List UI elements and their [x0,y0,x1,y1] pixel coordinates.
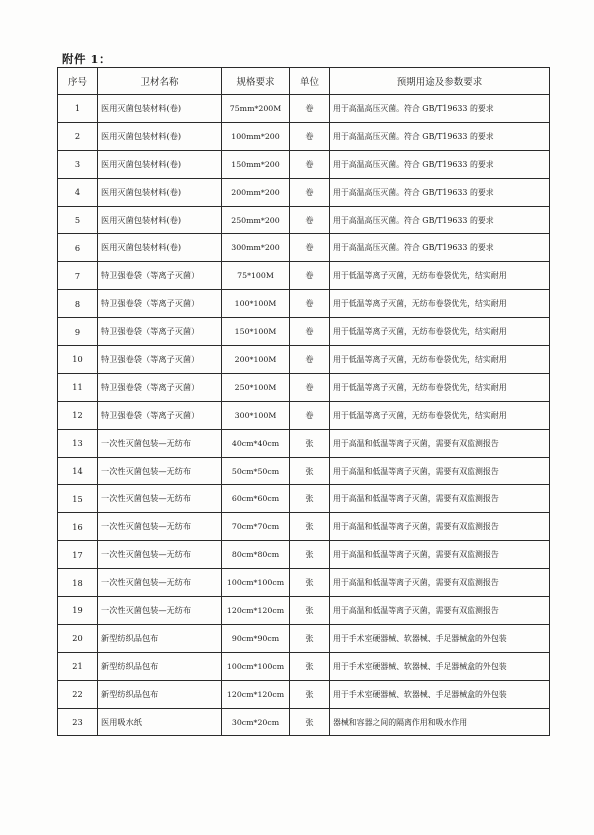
table-row [58,680,550,708]
table-row [58,624,550,652]
cell-name: 特卫强卷袋（等离子灭菌） [98,346,222,374]
cell-spec: 120cm*120cm [222,597,290,625]
cell-no: 16 [58,513,98,541]
cell-spec: 40cm*40cm [222,429,290,457]
cell-spec: 120cm*120cm [222,680,290,708]
cell-no: 1 [58,95,98,123]
cell-no: 21 [58,652,98,680]
cell-no: 18 [58,569,98,597]
cell-purpose: 用于高温和低温等离子灭菌，需要有双监测报告 [330,597,550,625]
cell-no: 13 [58,429,98,457]
cell-purpose: 用于低温等离子灭菌，无纺布卷袋优先，结实耐用 [330,373,550,401]
cell-purpose: 用于高温和低温等离子灭菌，需要有双监测报告 [330,569,550,597]
cell-name: 特卫强卷袋（等离子灭菌） [98,401,222,429]
cell-spec: 150*100M [222,318,290,346]
cell-no: 19 [58,597,98,625]
cell-spec: 200mm*200 [222,178,290,206]
cell-purpose: 用于高温和低温等离子灭菌，需要有双监测报告 [330,541,550,569]
table-row [58,429,550,457]
cell-unit: 张 [290,457,330,485]
cell-no: 22 [58,680,98,708]
cell-name: 医用灭菌包装材料(卷) [98,206,222,234]
cell-spec: 80cm*80cm [222,541,290,569]
cell-name: 特卫强卷袋（等离子灭菌） [98,290,222,318]
table-row [58,150,550,178]
cell-name: 特卫强卷袋（等离子灭菌） [98,318,222,346]
cell-spec: 50cm*50cm [222,457,290,485]
header-spec: 规格要求 [222,68,290,95]
cell-unit: 张 [290,513,330,541]
cell-unit: 卷 [290,318,330,346]
cell-purpose: 用于低温等离子灭菌，无纺布卷袋优先，结实耐用 [330,346,550,374]
cell-no: 8 [58,290,98,318]
header-purpose: 预期用途及参数要求 [330,68,550,95]
cell-name: 一次性灭菌包装—无纺布 [98,485,222,513]
table-header-row [58,68,550,95]
table-row [58,262,550,290]
table-row [58,234,550,262]
cell-spec: 150mm*200 [222,150,290,178]
cell-unit: 卷 [290,290,330,318]
cell-name: 特卫强卷袋（等离子灭菌） [98,262,222,290]
cell-no: 15 [58,485,98,513]
table-row [58,122,550,150]
cell-purpose: 用于手术室硬器械、软器械、手足器械盒的外包装 [330,624,550,652]
cell-purpose: 用于手术室硬器械、软器械、手足器械盒的外包装 [330,652,550,680]
cell-spec: 75*100M [222,262,290,290]
cell-purpose: 用于高温高压灭菌。符合 GB/T19633 的要求 [330,234,550,262]
cell-unit: 卷 [290,401,330,429]
cell-unit: 卷 [290,373,330,401]
table-row [58,652,550,680]
table-row [58,373,550,401]
cell-spec: 100cm*100cm [222,569,290,597]
cell-purpose: 用于低温等离子灭菌，无纺布卷袋优先，结实耐用 [330,290,550,318]
table-row [58,597,550,625]
cell-name: 医用灭菌包装材料(卷) [98,150,222,178]
cell-purpose: 用于高温高压灭菌。符合 GB/T19633 的要求 [330,122,550,150]
cell-name: 医用灭菌包装材料(卷) [98,95,222,123]
table-row [58,569,550,597]
cell-unit: 张 [290,708,330,736]
cell-unit: 卷 [290,262,330,290]
cell-unit: 张 [290,485,330,513]
cell-name: 新型纺织品包布 [98,624,222,652]
cell-unit: 张 [290,429,330,457]
cell-purpose: 用于高温高压灭菌。符合 GB/T19633 的要求 [330,150,550,178]
cell-unit: 卷 [290,122,330,150]
cell-unit: 卷 [290,346,330,374]
cell-purpose: 用于手术室硬器械、软器械、手足器械盒的外包装 [330,680,550,708]
cell-spec: 100cm*100cm [222,652,290,680]
cell-spec: 30cm*20cm [222,708,290,736]
cell-spec: 100*100M [222,290,290,318]
table-row [58,457,550,485]
cell-no: 2 [58,122,98,150]
cell-spec: 250mm*200 [222,206,290,234]
table-row [58,513,550,541]
cell-no: 3 [58,150,98,178]
table-row [58,290,550,318]
header-unit: 单位 [290,68,330,95]
cell-purpose: 用于高温和低温等离子灭菌，需要有双监测报告 [330,485,550,513]
header-name: 卫材名称 [98,68,222,95]
cell-purpose: 用于高温高压灭菌。符合 GB/T19633 的要求 [330,206,550,234]
cell-no: 20 [58,624,98,652]
cell-purpose: 用于高温高压灭菌。符合 GB/T19633 的要求 [330,178,550,206]
cell-name: 医用吸水纸 [98,708,222,736]
cell-purpose: 用于低温等离子灭菌，无纺布卷袋优先，结实耐用 [330,401,550,429]
cell-purpose: 用于低温等离子灭菌，无纺布卷袋优先，结实耐用 [330,262,550,290]
cell-no: 9 [58,318,98,346]
cell-name: 一次性灭菌包装—无纺布 [98,597,222,625]
table-row [58,401,550,429]
cell-spec: 100mm*200 [222,122,290,150]
cell-spec: 300mm*200 [222,234,290,262]
header-no: 序号 [58,68,98,95]
cell-no: 23 [58,708,98,736]
cell-spec: 300*100M [222,401,290,429]
cell-name: 一次性灭菌包装—无纺布 [98,541,222,569]
cell-unit: 卷 [290,95,330,123]
table-body [58,95,550,736]
cell-purpose: 用于高温和低温等离子灭菌，需要有双监测报告 [330,457,550,485]
cell-name: 新型纺织品包布 [98,652,222,680]
table-row [58,485,550,513]
cell-spec: 70cm*70cm [222,513,290,541]
cell-no: 17 [58,541,98,569]
cell-no: 6 [58,234,98,262]
cell-purpose: 用于高温高压灭菌。符合 GB/T19633 的要求 [330,95,550,123]
cell-unit: 卷 [290,234,330,262]
table-row [58,95,550,123]
cell-name: 新型纺织品包布 [98,680,222,708]
table-row [58,346,550,374]
cell-name: 医用灭菌包装材料(卷) [98,234,222,262]
cell-purpose: 用于高温和低温等离子灭菌，需要有双监测报告 [330,429,550,457]
cell-unit: 张 [290,680,330,708]
cell-name: 特卫强卷袋（等离子灭菌） [98,373,222,401]
cell-no: 14 [58,457,98,485]
cell-unit: 卷 [290,178,330,206]
cell-name: 一次性灭菌包装—无纺布 [98,513,222,541]
table-row [58,708,550,736]
cell-purpose: 器械和容器之间的隔离作用和吸水作用 [330,708,550,736]
cell-no: 7 [58,262,98,290]
cell-no: 11 [58,373,98,401]
attachment-title: 附件 1： [62,52,112,66]
table-row [58,178,550,206]
table-row [58,318,550,346]
cell-spec: 60cm*60cm [222,485,290,513]
table-row [58,541,550,569]
cell-unit: 张 [290,652,330,680]
cell-name: 一次性灭菌包装—无纺布 [98,457,222,485]
cell-spec: 90cm*90cm [222,624,290,652]
cell-unit: 张 [290,624,330,652]
cell-name: 医用灭菌包装材料(卷) [98,178,222,206]
cell-purpose: 用于低温等离子灭菌，无纺布卷袋优先，结实耐用 [330,318,550,346]
cell-unit: 张 [290,541,330,569]
cell-unit: 张 [290,597,330,625]
cell-no: 5 [58,206,98,234]
table-row [58,206,550,234]
cell-unit: 卷 [290,206,330,234]
cell-unit: 卷 [290,150,330,178]
cell-name: 一次性灭菌包装—无纺布 [98,429,222,457]
supplies-spec-table [57,67,550,736]
cell-name: 一次性灭菌包装—无纺布 [98,569,222,597]
cell-purpose: 用于高温和低温等离子灭菌，需要有双监测报告 [330,513,550,541]
cell-spec: 250*100M [222,373,290,401]
cell-no: 4 [58,178,98,206]
cell-no: 12 [58,401,98,429]
cell-no: 10 [58,346,98,374]
cell-spec: 200*100M [222,346,290,374]
cell-spec: 75mm*200M [222,95,290,123]
cell-unit: 张 [290,569,330,597]
cell-name: 医用灭菌包装材料(卷) [98,122,222,150]
